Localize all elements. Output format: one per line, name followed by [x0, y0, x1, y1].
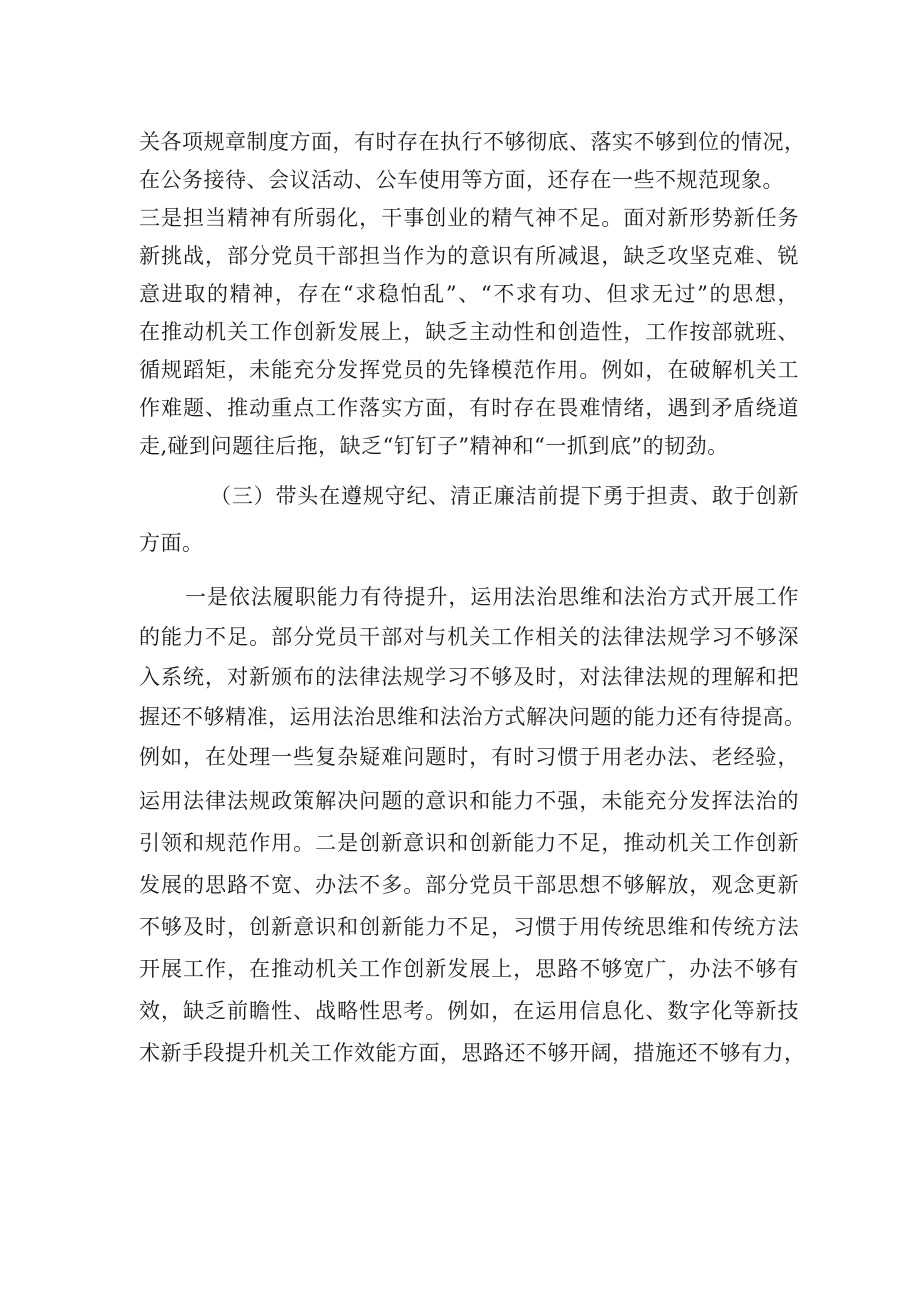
section-heading-continued: 方面。: [139, 531, 204, 555]
text-line: 在推动机关工作创新发展上，缺乏主动性和创造性，工作按部就班、: [139, 320, 799, 344]
text-line: 例如，在处理一些复杂疑难问题时，有时习惯于用老办法、老经验，: [139, 745, 799, 769]
text-line: 发展的思路不宽、办法不多。部分党员干部思想不够解放，观念更新: [139, 873, 799, 897]
text-line: 在公务接待、会议活动、公车使用等方面，还存在一些不规范现象。: [139, 168, 784, 192]
text-line: 运用法律法规政策解决问题的意识和能力不强，未能充分发挥法治的: [139, 789, 799, 813]
text-line: 循规蹈矩，未能充分发挥党员的先锋模范作用。例如，在破解机关工: [139, 358, 799, 382]
text-line: 新挑战，部分党员干部担当作为的意识有所减退，缺乏攻坚克难、锐: [139, 244, 799, 268]
text-line: 的能力不足。部分党员干部对与机关工作相关的法律法规学习不够深: [139, 625, 799, 649]
text-line: 一是依法履职能力有待提升，运用法治思维和法治方式开展工作: [185, 585, 799, 609]
text-line: 入系统，对新颁布的法律法规学习不够及时，对法律法规的理解和把: [139, 665, 799, 689]
text-line: 握还不够精准，运用法治思维和法治方式解决问题的能力还有待提高。: [139, 705, 806, 729]
text-line: 关各项规章制度方面，有时存在执行不够彻底、落实不够到位的情况，: [139, 130, 806, 154]
text-line: 开展工作，在推动机关工作创新发展上，思路不够宽广，办法不够有: [139, 957, 799, 981]
text-line: 术新手段提升机关工作效能方面，思路还不够开阔，措施还不够有力，: [139, 1041, 806, 1065]
text-line: 效，缺乏前瞻性、战略性思考。例如，在运用信息化、数字化等新技: [139, 999, 799, 1023]
text-line: 作难题、推动重点工作落实方面，有时存在畏难情绪，遇到矛盾绕道: [139, 396, 799, 420]
section-heading: （三）带头在遵规守纪、清正廉洁前提下勇于担责、敢于创新: [210, 484, 799, 508]
text-line: 不够及时，创新意识和创新能力不足，习惯于用传统思维和传统方法: [139, 915, 799, 939]
text-line: 引领和规范作用。二是创新意识和创新能力不足，推动机关工作创新: [139, 831, 799, 855]
text-line: 走,碰到问题往后拖，缺乏“钉钉子”精神和“一抓到底”的韧劲。: [139, 434, 729, 458]
text-line: 意进取的精神，存在“求稳怕乱”、“不求有功、但求无过”的思想，: [139, 282, 799, 306]
text-line: 三是担当精神有所弱化，干事创业的精气神不足。面对新形势新任务: [139, 206, 799, 230]
